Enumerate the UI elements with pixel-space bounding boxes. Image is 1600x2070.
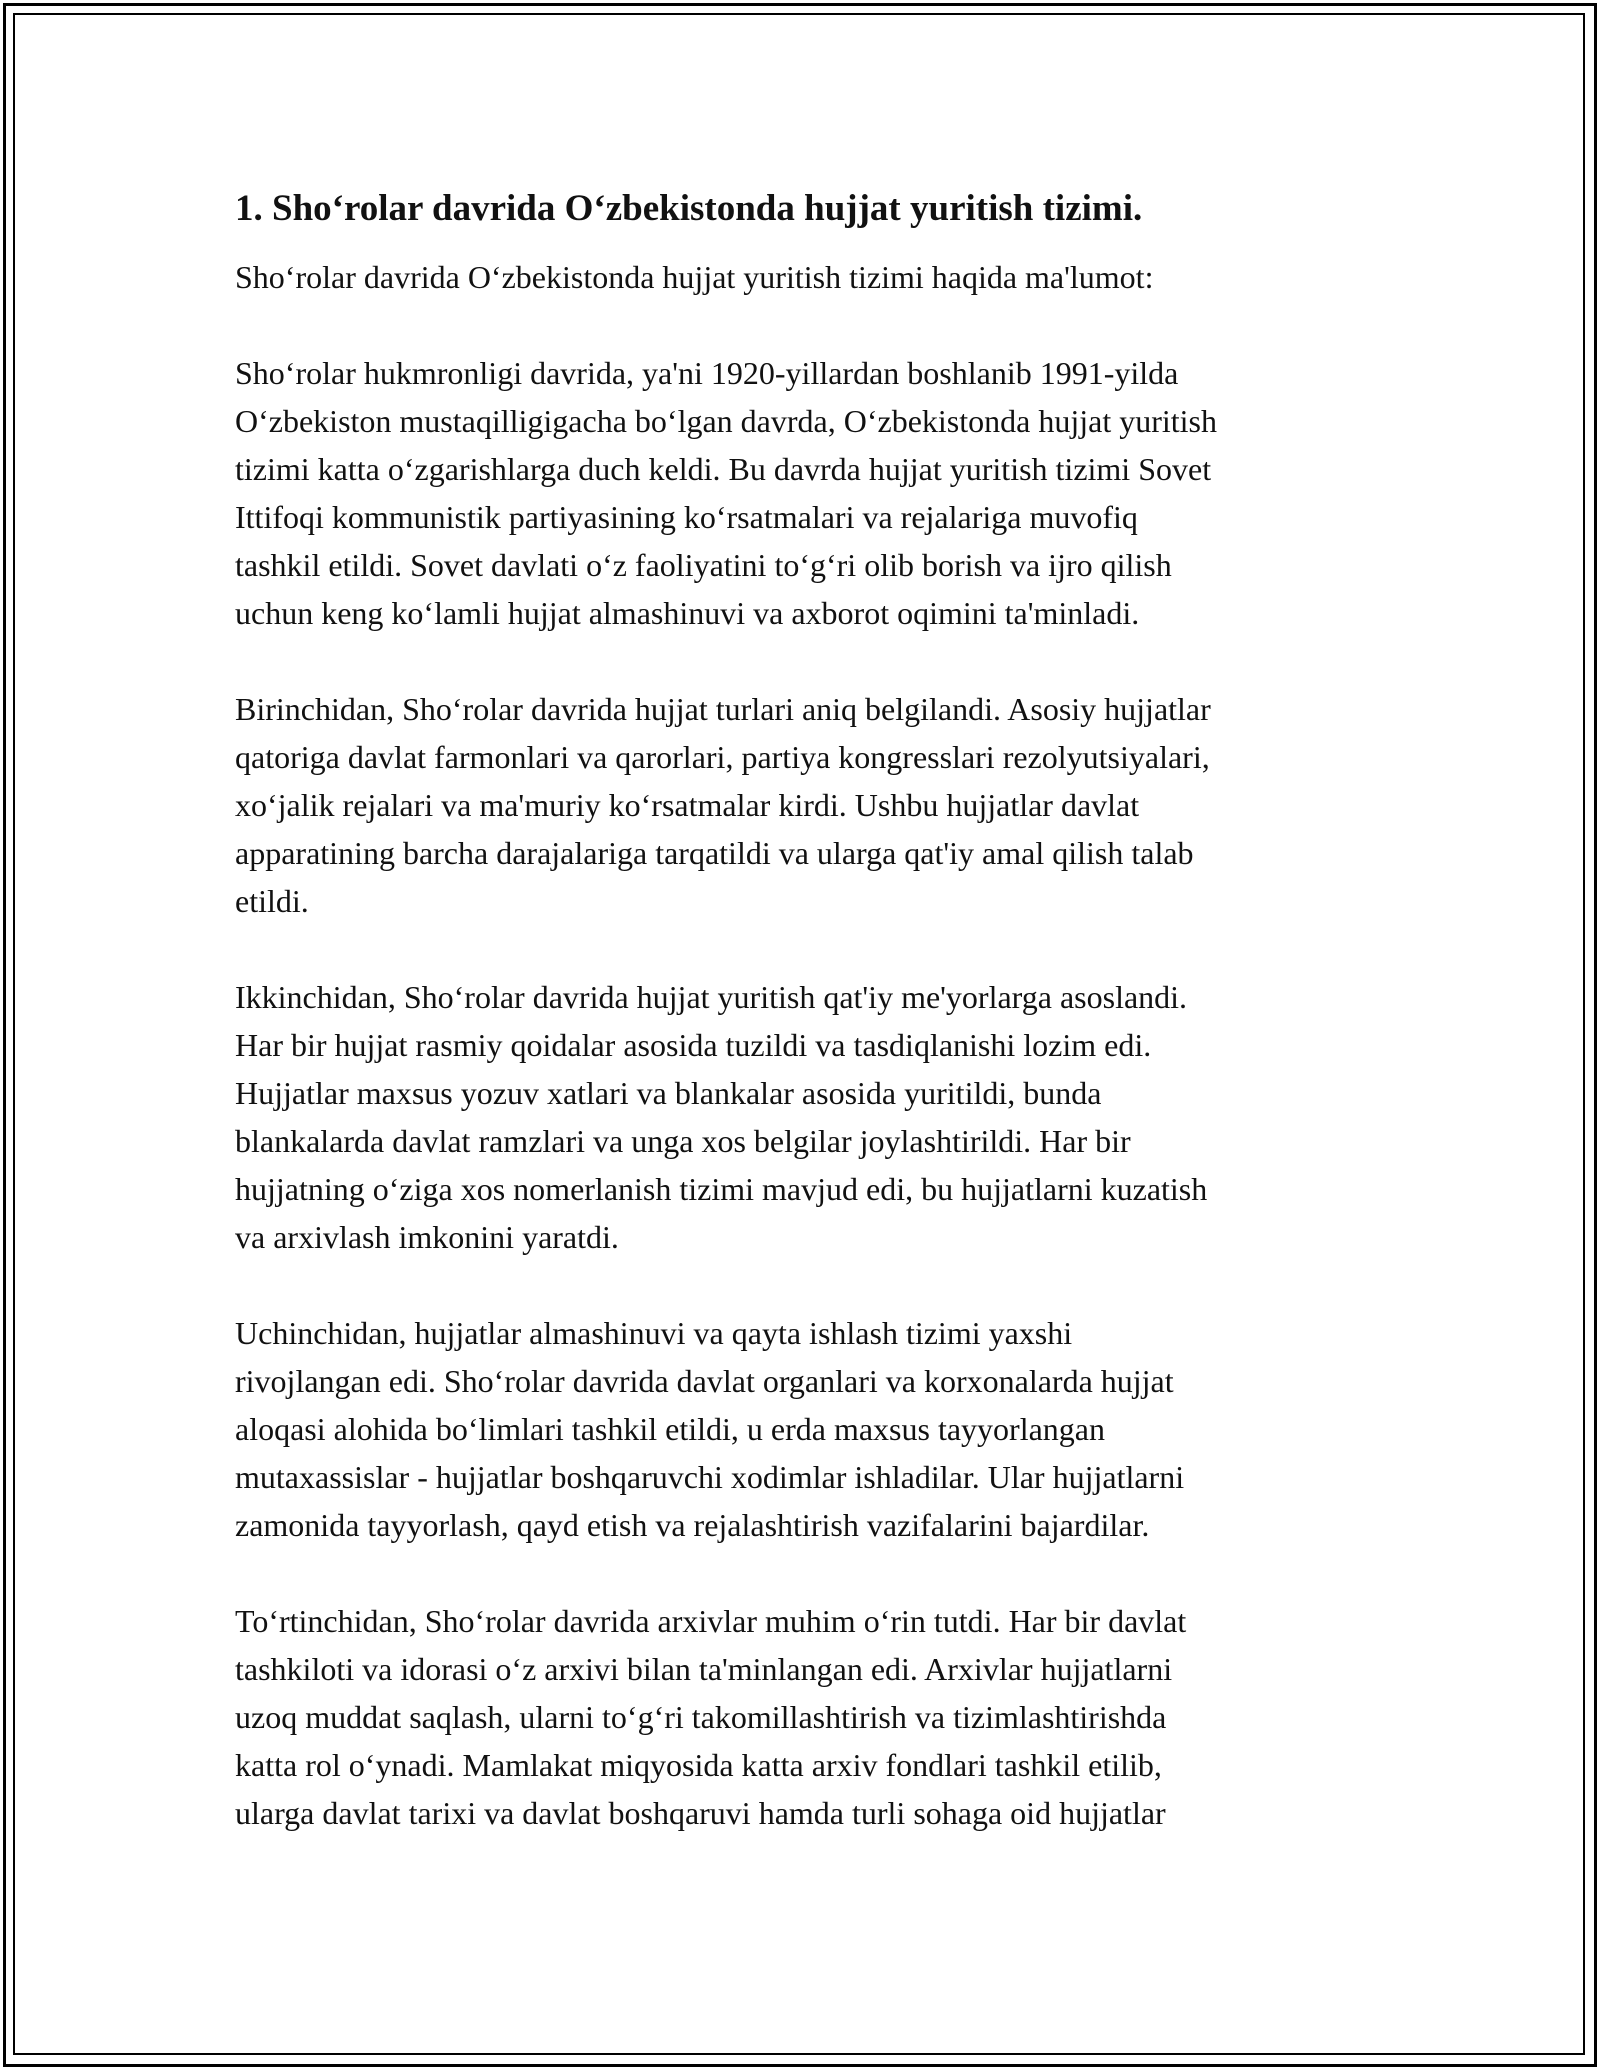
- intro-paragraph: Sho‘rolar davrida O‘zbekistonda hujjat yuritish tizimi haqida ma'lumot:: [235, 259, 1154, 295]
- text-line: O‘zbekiston mustaqilligigacha bo‘lgan davrda, O‘zbekistonda hujjat yuritish: [235, 403, 1217, 439]
- paragraph-birinchidan: [235, 685, 1365, 925]
- text-line: uzoq muddat saqlash, ularni to‘g‘ri takomillashtirish va tizimlashtirishda: [235, 1699, 1167, 1735]
- document-body: [235, 185, 1365, 1885]
- text-line: Sho‘rolar hukmronligi davrida, ya'ni 1920-yillardan boshlanib 1991-yilda: [235, 355, 1179, 391]
- text-line: katta rol o‘ynadi. Mamlakat miqyosida katta arxiv fondlari tashkil etilib,: [235, 1747, 1162, 1783]
- text-line: mutaxassislar - hujjatlar boshqaruvchi xodimlar ishladilar. Ular hujjatlarni: [235, 1459, 1185, 1495]
- text-line: tashkil etildi. Sovet davlati o‘z faoliyatini to‘g‘ri olib borish va ijro qilish: [235, 547, 1172, 583]
- text-line: Ikkinchidan, Sho‘rolar davrida hujjat yuritish qat'iy me'yorlarga asoslandi.: [235, 979, 1188, 1015]
- text-line: qatoriga davlat farmonlari va qarorlari, partiya kongresslari rezolyutsiyalari,: [235, 739, 1210, 775]
- paragraph-sovet-davri: [235, 349, 1365, 637]
- text-line: aloqasi alohida bo‘limlari tashkil etildi, u erda maxsus tayyorlangan: [235, 1411, 1105, 1447]
- text-line: Ittifoqi kommunistik partiyasining ko‘rsatmalari va rejalariga muvofiq: [235, 499, 1138, 535]
- text-line: tashkiloti va idorasi o‘z arxivi bilan ta'minlangan edi. Arxivlar hujjatlarni: [235, 1651, 1173, 1687]
- document-title: 1. Sho‘rolar davrida O‘zbekistonda hujjat yuritish tizimi.: [235, 188, 1143, 229]
- text-line: blankalarda davlat ramzlari va unga xos belgilar joylashtirildi. Har bir: [235, 1123, 1131, 1159]
- text-line: tizimi katta o‘zgarishlarga duch keldi. Bu davrda hujjat yuritish tizimi Sovet: [235, 451, 1212, 487]
- text-line: va arxivlash imkonini yaratdi.: [235, 1219, 619, 1255]
- text-line: Hujjatlar maxsus yozuv xatlari va blankalar asosida yuritildi, bunda: [235, 1075, 1102, 1111]
- text-line: Har bir hujjat rasmiy qoidalar asosida tuzildi va tasdiqlanishi lozim edi.: [235, 1027, 1152, 1063]
- text-line: rivojlangan edi. Sho‘rolar davrida davlat organlari va korxonalarda hujjat: [235, 1363, 1174, 1399]
- paragraph-ikkinchidan: [235, 973, 1365, 1261]
- text-line: apparatining barcha darajalariga tarqatildi va ularga qat'iy amal qilish talab: [235, 835, 1194, 871]
- paragraph-tortinchidan: [235, 1597, 1365, 1837]
- text-line: To‘rtinchidan, Sho‘rolar davrida arxivlar muhim o‘rin tutdi. Har bir davlat: [235, 1603, 1187, 1639]
- text-line: hujjatning o‘ziga xos nomerlanish tizimi mavjud edi, bu hujjatlarni kuzatish: [235, 1171, 1208, 1207]
- text-line: xo‘jalik rejalari va ma'muriy ko‘rsatmalar kirdi. Ushbu hujjatlar davlat: [235, 787, 1140, 823]
- paragraph-uchinchidan: [235, 1309, 1365, 1549]
- text-line: Birinchidan, Sho‘rolar davrida hujjat turlari aniq belgilandi. Asosiy hujjatlar: [235, 691, 1211, 727]
- text-line: etildi.: [235, 883, 309, 919]
- text-line: Uchinchidan, hujjatlar almashinuvi va qayta ishlash tizimi yaxshi: [235, 1315, 1073, 1351]
- text-line: uchun keng ko‘lamli hujjat almashinuvi va axborot oqimini ta'minladi.: [235, 595, 1140, 631]
- text-line: ularga davlat tarixi va davlat boshqaruvi hamda turli sohaga oid hujjatlar: [235, 1795, 1166, 1831]
- text-line: zamonida tayyorlash, qayd etish va rejalashtirish vazifalarini bajardilar.: [235, 1507, 1150, 1543]
